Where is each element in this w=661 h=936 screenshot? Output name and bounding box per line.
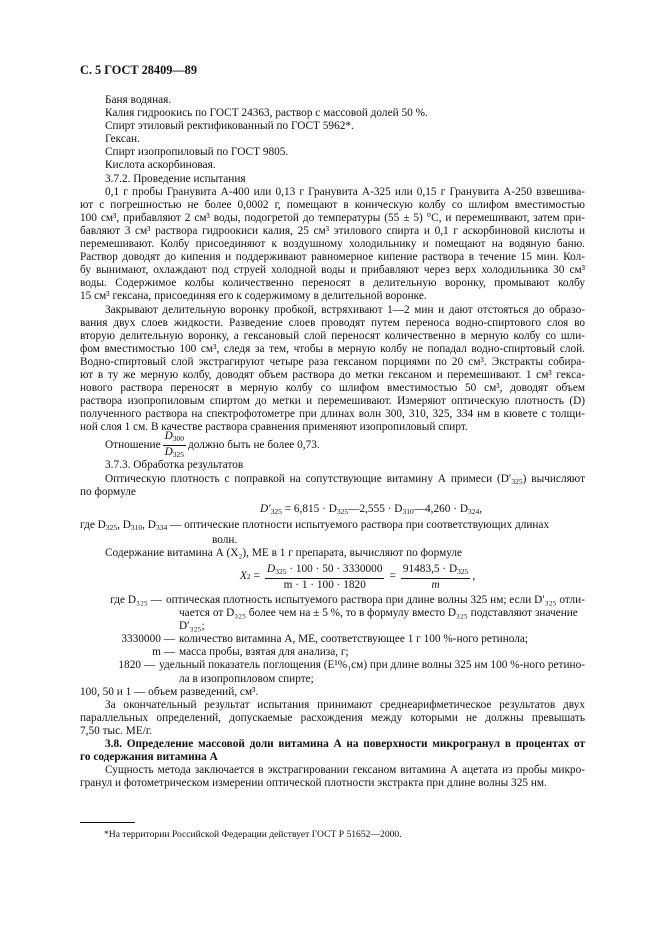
ratio-denominator-sub: 325 — [172, 449, 185, 459]
formula1-term-b-sub: 310 — [402, 506, 414, 516]
paragraph-procedure-1 — [80, 186, 585, 304]
formula2-num2: 91483,5 · D — [402, 563, 458, 575]
vitamin-content-statement: Содержание витамина А (X₂), МЕ в 1 г препарата, вычисляют по формуле — [105, 546, 463, 559]
reagent-item: Гексан. — [105, 133, 140, 146]
where1-text: — оптические плотности испытуемого раствора при соответствующих длинах — [167, 518, 550, 531]
definition-text: ла в изопропиловом спирте; — [179, 672, 314, 685]
formula1-term-a: = 6,815 · D — [284, 502, 337, 515]
ratio-fraction — [163, 430, 186, 461]
formula-correction — [80, 499, 585, 519]
where-optical-densities-cont: волн. — [212, 533, 238, 546]
formula2-den2: m — [431, 579, 440, 591]
paragraph-line: Закрывают делительную воронку пробкой, встряхивают 1—2 мин и дают отстояться до образо- — [105, 303, 585, 316]
where-optical-densities — [80, 519, 585, 534]
section-3-8-title-line2: го содержания витамина А — [80, 751, 218, 764]
paragraph-line: вания двух слоев жидкости. Разведение слоев проводят путем переноса водно-спиртового слоя во — [80, 316, 585, 329]
paragraph-line: ют с погрешностью не более 0,0002 г, помещают в коническую колбу со шлифом вместимостью — [80, 198, 585, 211]
paragraph-line: За окончательный результат испытания принимают среднеарифметическое результатов двух — [105, 698, 585, 711]
definition-key — [80, 607, 179, 620]
correction-intro — [80, 473, 585, 486]
definition-key — [80, 673, 179, 686]
definition-text: количество витамина А, МЕ, соответствующее 1 г 100 %-ного ретинола; — [179, 633, 529, 646]
definition-text: удельный показатель поглощения (E¹%₁см) при длине волны 325 нм 100 %-ного ретино- — [159, 659, 585, 672]
definition-row — [80, 607, 585, 620]
paragraph-line: гранул и фотометрическом измерении оптической плотности экстракта при длине волны 325 нм. — [80, 777, 547, 790]
where1-d: где D — [80, 518, 106, 531]
definition-text: масса пробы, взятая для анализа, г; — [179, 646, 349, 659]
paragraph-line: фом вместимостью 100 см³, следя за тем, чтобы в мерную колбу не попадал водно-спиртовый слой. — [80, 342, 585, 355]
paragraph-method-essence — [80, 764, 585, 790]
definition-list — [80, 594, 585, 686]
definition-row — [80, 620, 585, 633]
formula1-term-b: —2,555 · D — [348, 502, 403, 515]
definition-row — [80, 594, 585, 607]
reagent-item: Кислота аскорбиновая. — [105, 159, 216, 172]
paragraph-line: нового раствора переносят в мерную колбу со шлифом вместимостью 50 см³, доводят объем — [80, 382, 585, 395]
formula2-den1: m · 1 · 100 · 1820 — [283, 579, 366, 591]
correction-intro-line2: по формуле — [80, 485, 136, 498]
formula2-num1-rest: · 100 · 50 · 3330000 — [286, 563, 383, 575]
ratio-numerator-sub: 300 — [172, 433, 185, 443]
paragraph-line: полученного раствора на спектрофотометре при длинах волн 300, 310, 325, 334 нм в кювете с толщи- — [80, 408, 585, 421]
formula1-term-a-sub: 325 — [336, 506, 349, 516]
paragraph-line: вторую делительную воронку, а гексановый слой переносят количественно в мерную колбу со шли- — [80, 329, 585, 342]
definition-text: чается от D₃₂₅ более чем на ± 5 %, то в формулу вместо D₃₂₅ подставляют значение — [179, 607, 578, 620]
definition-row — [80, 633, 585, 646]
reagent-item: Баня водяная. — [105, 94, 172, 106]
where1-sub-c: 334 — [155, 522, 168, 532]
formula2-fraction-1 — [265, 563, 384, 591]
correction-intro-text: Оптическую плотность с поправкой на сопутствующие витамину А примеси (D′ — [105, 472, 512, 485]
footnote: *На территории Российской Федерации действует ГОСТ Р 51652—2000. — [104, 829, 402, 840]
paragraph-procedure-2 — [80, 304, 585, 435]
formula2-num1-sub: 325 — [275, 567, 287, 576]
paragraph-final-result — [80, 699, 585, 738]
formula2-fraction-2 — [401, 563, 471, 591]
formula1-lhs: D′ — [260, 502, 271, 515]
paragraph-line: воды. Содержимое колбы количественно переносят в делительную воронку, промывают колбу — [80, 277, 585, 290]
paragraph-line: раствора изопропиловым спиртом до метки и перемешивают. Измеряют оптическую плотность (D) — [80, 395, 585, 408]
where1-sub-b: 310 — [130, 522, 143, 532]
definition-text: оптическая плотность испытуемого раствора при длине волны 325 нм; если D′₃₂₅ отли- — [165, 594, 585, 606]
definition-text: D′₃₂₅; — [179, 620, 205, 633]
paragraph-line: бавляют 3 см³ раствора гидроокиси калия, 25 см³ этилового спирта и 0,1 г аскорбиновой кислоты и — [80, 224, 585, 237]
reagent-item: Спирт изопропиловый по ГОСТ 9805. — [105, 146, 289, 159]
definition-key — [80, 620, 179, 633]
where1-d2: , D — [117, 518, 131, 531]
formula2-lhs-sub: 2 — [246, 572, 251, 582]
reagent-item: Спирт этиловый ректификованный по ГОСТ 5962*. — [105, 120, 354, 133]
paragraph-line: Водно-спиртовый слой экстрагируют четыре раза гексаном порциями по 20 см³. Экстракты собира- — [80, 355, 585, 368]
paragraph-line: ной слоя 1 см. В качестве раствора сравнения применяют изопропиловый спирт. — [80, 421, 468, 434]
formula1-end: , — [479, 502, 483, 515]
where1-d3: , D — [142, 518, 156, 531]
where1-sub-a: 325 — [105, 522, 118, 532]
paragraph-line: Сущность метода заключается в экстрагировании гексаном витамина А ацетата из пробы микро- — [105, 764, 585, 777]
formula-vitamin-content: X 2 = $\frac{D_{325} \cdot 100 \cdot 50 \cdot 3330000}{m \cdot 1 \cdot 100 \cdot 1820}$ = $\frac{91483,5 \cdot D_{325}}{m}$ , — [240, 563, 476, 591]
ratio-prefix: Отношение — [105, 438, 161, 451]
definition-key: где D₃₂₅ — — [110, 594, 162, 606]
definition-row — [80, 673, 585, 686]
formula2-num1: D — [267, 563, 276, 575]
ratio-statement — [80, 429, 585, 459]
reagent-item: Калия гидроокись по ГОСТ 24363, раствор с массовой долей 50 %. — [105, 107, 428, 120]
dilution-volumes: 100, 50 и 1 — объем разведений, см³. — [80, 685, 259, 698]
formula1-term-c: —4,260 · D — [413, 502, 468, 515]
paragraph-line: 7,50 тыс. МЕ/г. — [80, 724, 153, 737]
paragraph-line: 15 см³ гексана, присоединяя его к содержимому в делительной воронке. — [80, 290, 427, 303]
paragraph-line: 100 см³, прибавляют 2 см³ воды, подогретой до температуры (55 ± 5) °С, и перемешивают, затем при- — [80, 211, 585, 224]
definition-key: m — — [152, 646, 175, 659]
footnote-divider — [80, 822, 135, 823]
paragraph-line: перемешивают. Колбу присоединяют к воздушному холодильнику и помещают на водяную баню. — [80, 238, 585, 251]
section-3-7-2-title: 3.7.2. Проведение испытания — [105, 172, 246, 185]
ratio-numerator: D — [164, 429, 173, 442]
page-header: С. 5 ГОСТ 28409—89 — [80, 63, 197, 77]
correction-intro-end: ) вычисляют — [522, 472, 585, 485]
paragraph-line: параллельных определений, допускаемые расхождения между которыми не должны превышать — [80, 711, 585, 724]
definition-key: 3330000 — — [121, 633, 175, 646]
formula1-lhs-sub: 325 — [270, 506, 282, 516]
formula2-lhs: X — [240, 570, 247, 583]
section-3-8-title-line1: 3.8. Определение массовой доли витамина А на поверхности микрогранул в процентах от — [105, 738, 585, 751]
paragraph-line: Раствор доводят до кипения и поддерживают равномерное кипение раствора в течение 15 мин. Кол- — [80, 251, 585, 264]
reagent-list — [80, 94, 585, 173]
definition-row — [80, 646, 585, 659]
ratio-denominator: D — [164, 445, 173, 458]
definition-row — [80, 659, 585, 672]
ratio-suffix: должно быть не более 0,73. — [188, 438, 320, 451]
definition-key: 1820 — — [118, 659, 156, 672]
paragraph-line: ют в ту же мерную колбу, доводят объем раствора до метки гексаном и перемешивают. 1 см³ гекса- — [80, 368, 585, 381]
document-body — [80, 94, 585, 790]
correction-intro-sub: 325 — [511, 476, 523, 486]
formula2-num2-sub: 325 — [457, 567, 469, 576]
section-3-7-3-title: 3.7.3. Обработка результатов — [105, 459, 244, 472]
formula1-term-c-sub: 324 — [468, 506, 480, 516]
paragraph-line: 0,1 г пробы Гранувита А-400 или 0,13 г Гранувита А-325 или 0,15 г Гранувита А-250 взвешива- — [105, 185, 585, 198]
paragraph-line: бу вынимают, охлаждают под струей холодной воды и прибавляют через верх холодильника 30 см³ — [80, 264, 585, 277]
